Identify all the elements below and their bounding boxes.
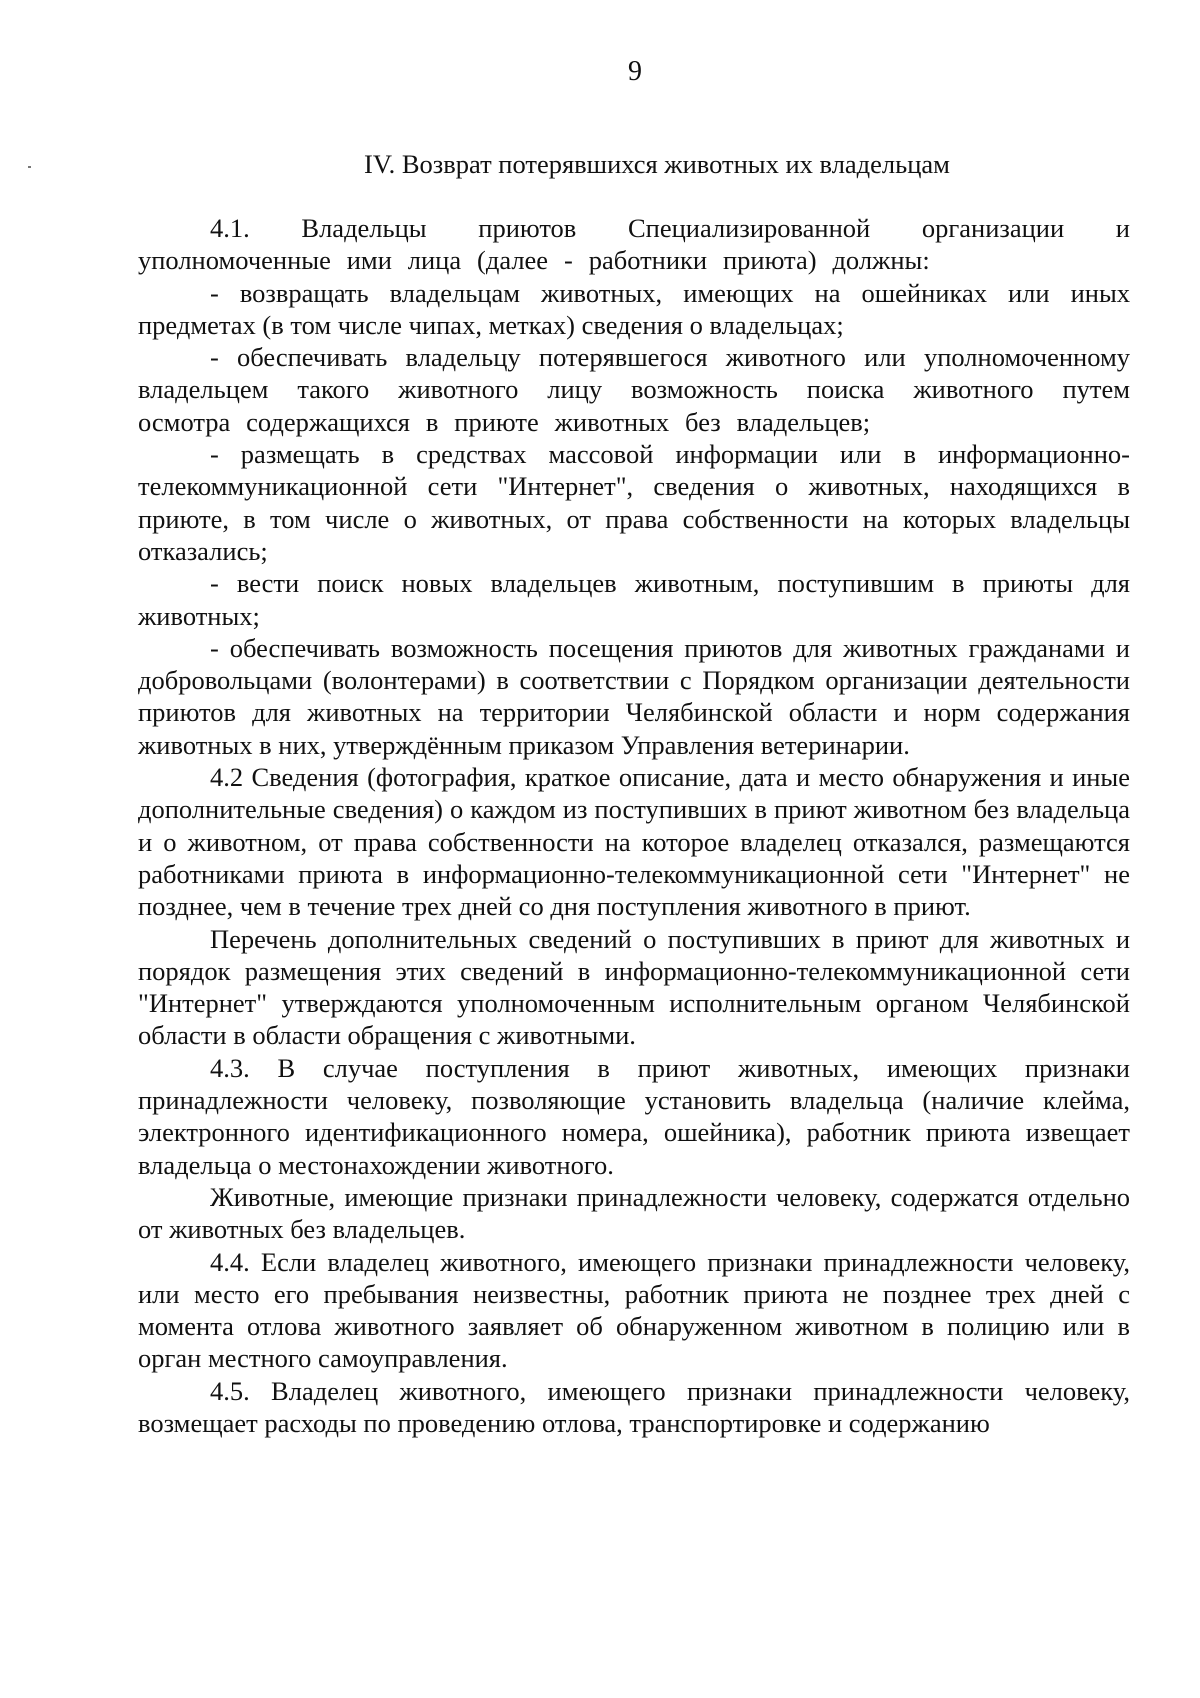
paragraph-list-item: - обеспечивать возможность посещения приютов для животных гражданами и добровольцами (волонтерами) в соответствии с Порядком организации деятельности приютов для животных на территории Челябинской области и норм содержания животных в них, утверждённым приказом Управления ветеринарии. <box>138 632 1130 760</box>
section-title: IV. Возврат потерявшихся животных их владельцам <box>364 149 950 179</box>
paragraph-4-1: 4.1. Владельцы приютов Специализированной организации и уполномоченные ими лица (далее - работники приюта) должны: <box>138 213 1130 276</box>
document-body <box>138 212 1130 1439</box>
paragraph-list-item: - возвращать владельцам животных, имеющих на ошейниках или иных предметах (в том числе чипах, метках) сведения о владельцах; <box>138 277 1130 340</box>
paragraph-4-3: 4.3. В случае поступления в приют животных, имеющих признаки принадлежности человеку, позволяющие установить владельца (наличие клейма, электронного идентификационного номера, ошейника), работник приюта извещает владельца о местонахождении животного. <box>138 1052 1130 1180</box>
paragraph-4-4: 4.4. Если владелец животного, имеющего признаки принадлежности человеку, или место его пребывания неизвестны, работник приюта не позднее трех дней с момента отлова животного заявляет об обнаруженном животном в полицию или в орган местного самоуправления. <box>138 1246 1130 1374</box>
paragraph-list-item: - обеспечивать владельцу потерявшегося животного или уполномоченному владельцем такого животного лицу возможность поиска животного путем осмотра содержащихся в приюте животных без владельцев; <box>138 342 1130 437</box>
paragraph-list-of-info: Перечень дополнительных сведений о поступивших в приют для животных и порядок размещения этих сведений в информационно-телекоммуникационной сети "Интернет" утверждаются уполномоченным исполнительным органом Челябинской области в области обращения с животными. <box>138 923 1130 1051</box>
paragraph-list-item: - вести поиск новых владельцев животным, поступившим в приюты для животных; <box>138 568 1130 631</box>
paragraph-separate-keeping: Животные, имеющие признаки принадлежности человеку, содержатся отдельно от животных без владельцев. <box>138 1181 1130 1245</box>
page-number: 9 <box>628 56 642 87</box>
paragraph-4-5: 4.5. Владелец животного, имеющего признаки принадлежности человеку, возмещает расходы по проведению отлова, транспортировке и содержанию <box>138 1375 1130 1438</box>
paragraph-4-2: 4.2 Сведения (фотография, краткое описание, дата и место обнаружения и иные дополнительные сведения) о каждом из поступивших в приют животном без владельца и о животном, от права собственности на которое владелец отказался, размещаются работниками приюта в информационно-телекоммуникационной сети "Интернет" не позднее, чем в течение трех дней со дня поступления животного в приют. <box>138 762 1130 922</box>
paragraph-list-item: - размещать в средствах массовой информации или в информационно-телекоммуникационной сети "Интернет", сведения о животных, находящихся в приюте, в том числе о животных, от права собственности на которых владельцы отказались; <box>138 439 1130 566</box>
